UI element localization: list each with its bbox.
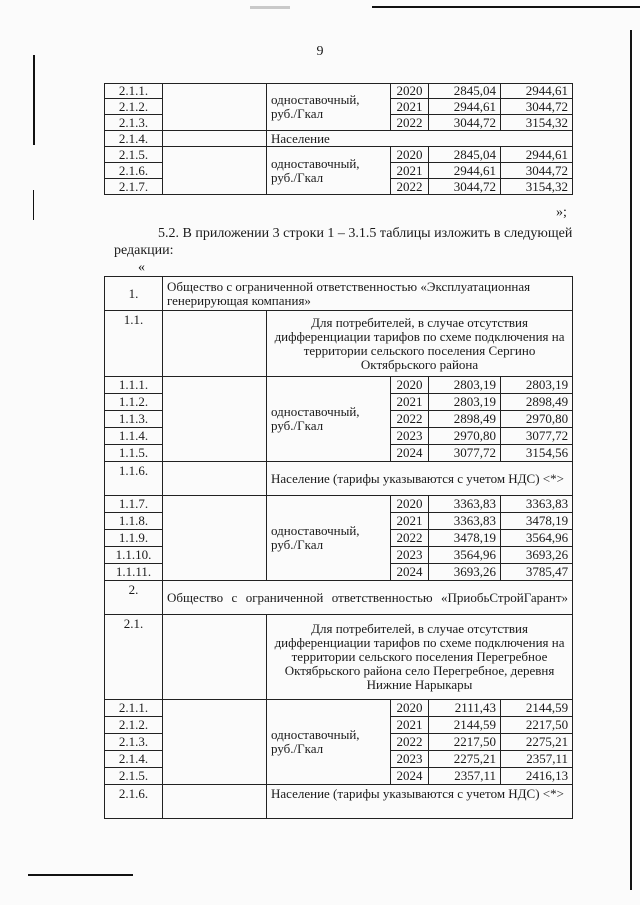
value-cell: 2944,61 bbox=[429, 99, 501, 115]
value-cell: 2803,19 bbox=[501, 377, 573, 394]
year-cell: 2022 bbox=[391, 411, 429, 428]
value-cell: 3044,72 bbox=[429, 115, 501, 131]
value-cell: 3044,72 bbox=[501, 99, 573, 115]
population-description: Население (тарифы указываются с учетом НДС) <*> bbox=[267, 462, 573, 496]
table-row bbox=[105, 496, 573, 513]
opening-quote: « bbox=[138, 260, 145, 275]
paragraph-line: редакции: bbox=[114, 243, 174, 258]
tariff-type-cell: одноставочный, руб./Гкал bbox=[267, 700, 391, 785]
row-number: 2.1.5. bbox=[105, 768, 163, 785]
year-cell: 2020 bbox=[391, 700, 429, 717]
row-number: 2.1.2. bbox=[105, 717, 163, 734]
empty-cell bbox=[163, 496, 267, 581]
value-cell: 3564,96 bbox=[429, 547, 501, 564]
value-cell: 3044,72 bbox=[429, 179, 501, 195]
value-cell: 2845,04 bbox=[429, 147, 501, 163]
empty-cell bbox=[163, 615, 267, 700]
value-cell: 2217,50 bbox=[501, 717, 573, 734]
row-number: 2.1.1. bbox=[105, 700, 163, 717]
year-cell: 2023 bbox=[391, 547, 429, 564]
value-cell: 2275,21 bbox=[501, 734, 573, 751]
year-cell: 2021 bbox=[391, 394, 429, 411]
row-number: 2.1.3. bbox=[105, 734, 163, 751]
subsection-row bbox=[105, 615, 573, 700]
organization-row bbox=[105, 581, 573, 615]
right-margin-line bbox=[630, 30, 632, 890]
row-number: 1.1.2. bbox=[105, 394, 163, 411]
row-number: 1.1. bbox=[105, 311, 163, 377]
year-cell: 2021 bbox=[391, 163, 429, 179]
row-number: 2.1. bbox=[105, 615, 163, 700]
population-row bbox=[105, 785, 573, 819]
row-number: 1. bbox=[105, 277, 163, 311]
year-cell: 2022 bbox=[391, 734, 429, 751]
value-cell: 2416,13 bbox=[501, 768, 573, 785]
value-cell: 3693,26 bbox=[501, 547, 573, 564]
row-number: 1.1.11. bbox=[105, 564, 163, 581]
population-description: Население (тарифы указываются с учетом НДС) <*> bbox=[267, 785, 573, 819]
value-cell: 3478,19 bbox=[429, 530, 501, 547]
value-cell: 3363,83 bbox=[501, 496, 573, 513]
tariff-table-main bbox=[104, 276, 573, 819]
row-number: 2.1.4. bbox=[105, 131, 163, 147]
population-cell: Население bbox=[267, 131, 573, 147]
row-number: 1.1.8. bbox=[105, 513, 163, 530]
row-number: 2.1.1. bbox=[105, 84, 163, 99]
organization-name: Общество с ограниченной ответственностью «ПриобьСтройГарант» bbox=[163, 581, 573, 615]
row-number: 1.1.1. bbox=[105, 377, 163, 394]
year-cell: 2024 bbox=[391, 768, 429, 785]
empty-cell bbox=[163, 785, 267, 819]
value-cell: 2944,61 bbox=[501, 84, 573, 99]
empty-cell bbox=[163, 131, 267, 147]
value-cell: 3154,56 bbox=[501, 445, 573, 462]
year-cell: 2024 bbox=[391, 445, 429, 462]
empty-cell bbox=[163, 462, 267, 496]
row-number: 1.1.7. bbox=[105, 496, 163, 513]
year-cell: 2020 bbox=[391, 377, 429, 394]
row-number: 1.1.10. bbox=[105, 547, 163, 564]
row-number: 2.1.2. bbox=[105, 99, 163, 115]
row-number: 2.1.4. bbox=[105, 751, 163, 768]
value-cell: 2111,43 bbox=[429, 700, 501, 717]
value-cell: 3044,72 bbox=[501, 163, 573, 179]
value-cell: 3693,26 bbox=[429, 564, 501, 581]
year-cell: 2020 bbox=[391, 147, 429, 163]
value-cell: 2845,04 bbox=[429, 84, 501, 99]
value-cell: 3077,72 bbox=[501, 428, 573, 445]
row-number: 1.1.5. bbox=[105, 445, 163, 462]
empty-cell bbox=[163, 84, 267, 131]
year-cell: 2020 bbox=[391, 84, 429, 99]
year-cell: 2021 bbox=[391, 717, 429, 734]
empty-cell bbox=[163, 700, 267, 785]
empty-cell bbox=[163, 147, 267, 195]
year-cell: 2023 bbox=[391, 751, 429, 768]
value-cell: 2970,80 bbox=[501, 411, 573, 428]
value-cell: 3785,47 bbox=[501, 564, 573, 581]
tariff-type-cell: одноставочный, руб./Гкал bbox=[267, 147, 391, 195]
value-cell: 2144,59 bbox=[429, 717, 501, 734]
tariff-type-cell: одноставочный, руб./Гкал bbox=[267, 377, 391, 462]
value-cell: 3564,96 bbox=[501, 530, 573, 547]
row-number: 1.1.9. bbox=[105, 530, 163, 547]
table-row bbox=[105, 700, 573, 717]
amendment-paragraph bbox=[114, 225, 574, 259]
tariff-type-cell: одноставочный, руб./Гкал bbox=[267, 496, 391, 581]
value-cell: 3154,32 bbox=[501, 115, 573, 131]
paragraph-line: 5.2. В приложении 3 строки 1 – 3.1.5 таблицы изложить в следующей bbox=[158, 226, 573, 241]
value-cell: 2944,61 bbox=[429, 163, 501, 179]
organization-row bbox=[105, 277, 573, 311]
subsection-description: Для потребителей, в случае отсутствия дифференциации тарифов по схеме подключения на территории сельского поселения Сергино Октябрьского района bbox=[267, 311, 573, 377]
table-row bbox=[105, 377, 573, 394]
year-cell: 2021 bbox=[391, 99, 429, 115]
row-number: 2.1.7. bbox=[105, 179, 163, 195]
population-row bbox=[105, 462, 573, 496]
value-cell: 2898,49 bbox=[429, 411, 501, 428]
value-cell: 2357,11 bbox=[501, 751, 573, 768]
value-cell: 2275,21 bbox=[429, 751, 501, 768]
table-row bbox=[105, 84, 573, 99]
empty-cell bbox=[163, 311, 267, 377]
row-number: 2.1.3. bbox=[105, 115, 163, 131]
subsection-row bbox=[105, 311, 573, 377]
year-cell: 2020 bbox=[391, 496, 429, 513]
year-cell: 2022 bbox=[391, 115, 429, 131]
value-cell: 3363,83 bbox=[429, 513, 501, 530]
row-number: 2. bbox=[105, 581, 163, 615]
subsection-description: Для потребителей, в случае отсутствия дифференциации тарифов по схеме подключения на территории сельского поселения Перегребное Октябрьского района село Перегребное, деревня Нижние Нарыкары bbox=[267, 615, 573, 700]
value-cell: 2944,61 bbox=[501, 147, 573, 163]
value-cell: 3077,72 bbox=[429, 445, 501, 462]
value-cell: 2970,80 bbox=[429, 428, 501, 445]
value-cell: 2217,50 bbox=[429, 734, 501, 751]
row-number: 2.1.6. bbox=[105, 163, 163, 179]
scan-artifact bbox=[250, 6, 290, 9]
value-cell: 2898,49 bbox=[501, 394, 573, 411]
value-cell: 2803,19 bbox=[429, 377, 501, 394]
tariff-table-continuation bbox=[104, 83, 573, 195]
row-number: 2.1.5. bbox=[105, 147, 163, 163]
organization-name: Общество с ограниченной ответственностью «Эксплуатационная генерирующая компания» bbox=[163, 277, 573, 311]
left-margin-line-lower bbox=[33, 190, 34, 220]
row-number: 2.1.6. bbox=[105, 785, 163, 819]
year-cell: 2022 bbox=[391, 530, 429, 547]
value-cell: 3478,19 bbox=[501, 513, 573, 530]
year-cell: 2024 bbox=[391, 564, 429, 581]
value-cell: 3154,32 bbox=[501, 179, 573, 195]
left-margin-line bbox=[33, 55, 35, 145]
tariff-type-cell: одноставочный, руб./Гкал bbox=[267, 84, 391, 131]
value-cell: 2357,11 bbox=[429, 768, 501, 785]
value-cell: 2803,19 bbox=[429, 394, 501, 411]
empty-cell bbox=[163, 377, 267, 462]
page-number: 9 bbox=[316, 44, 324, 59]
table-row bbox=[105, 147, 573, 163]
table-row bbox=[105, 131, 573, 147]
year-cell: 2021 bbox=[391, 513, 429, 530]
value-cell: 3363,83 bbox=[429, 496, 501, 513]
value-cell: 2144,59 bbox=[501, 700, 573, 717]
year-cell: 2023 bbox=[391, 428, 429, 445]
top-right-rule bbox=[372, 6, 640, 8]
row-number: 1.1.4. bbox=[105, 428, 163, 445]
closing-quote: »; bbox=[556, 205, 567, 220]
year-cell: 2022 bbox=[391, 179, 429, 195]
bottom-left-rule bbox=[28, 874, 133, 876]
row-number: 1.1.6. bbox=[105, 462, 163, 496]
row-number: 1.1.3. bbox=[105, 411, 163, 428]
